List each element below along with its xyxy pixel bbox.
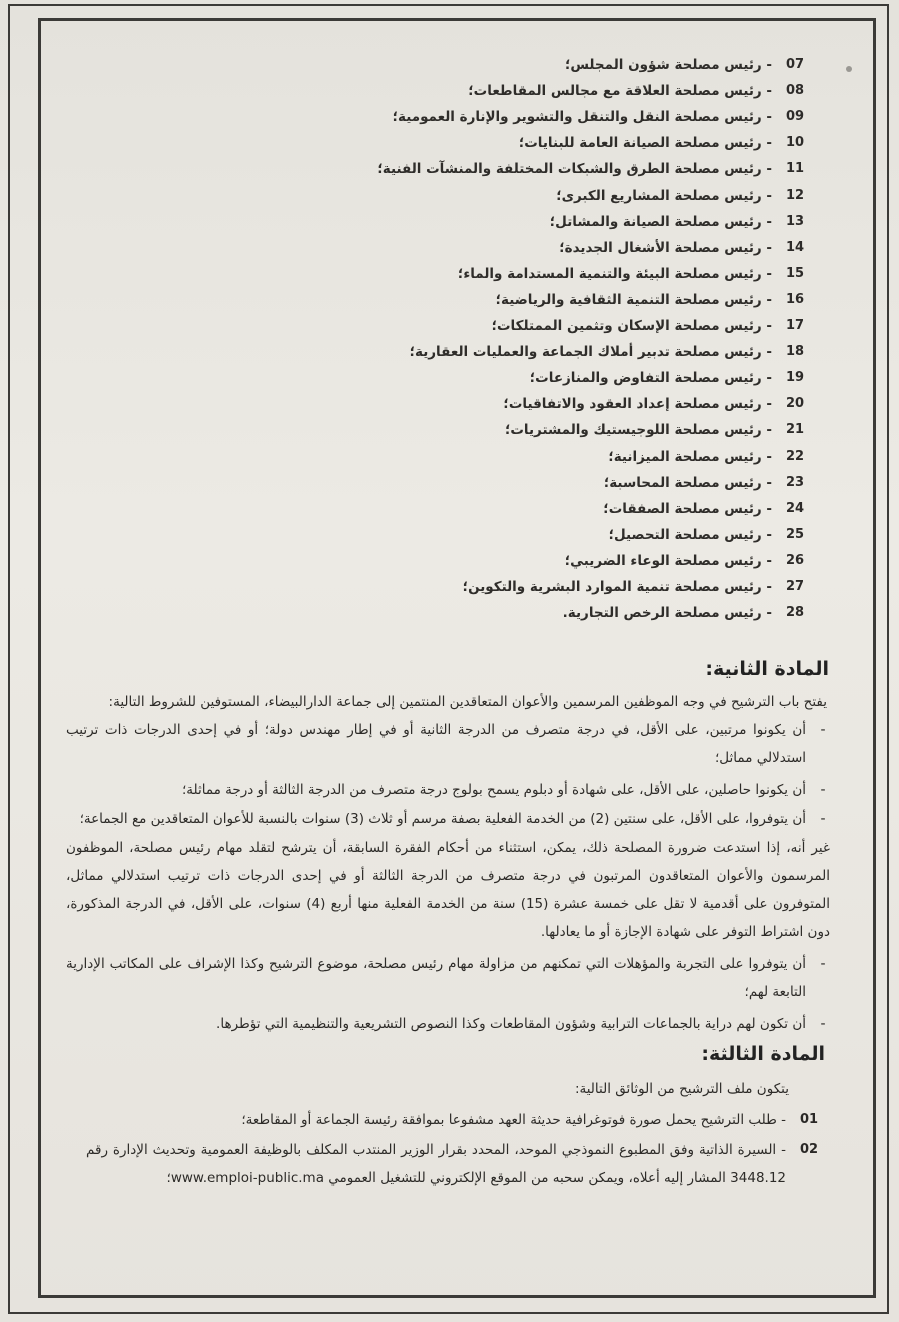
list-item-text: - رئيس مصلحة المحاسبة؛ xyxy=(603,474,772,491)
list-item xyxy=(100,391,820,417)
list-item-text: - رئيس مصلحة تنمية الموارد البشرية والتكوين؛ xyxy=(462,579,772,595)
condition-dash: - xyxy=(820,1016,826,1032)
list-item xyxy=(100,209,820,235)
list-item-number: 07 xyxy=(786,57,805,72)
condition-dash: - xyxy=(820,956,826,972)
list-item xyxy=(100,78,820,104)
list-item xyxy=(100,339,820,365)
list-item-number: 26 xyxy=(786,552,805,568)
list-item-text: - رئيس مصلحة الوعاء الضريبي؛ xyxy=(564,552,772,569)
list-item-number: 20 xyxy=(786,396,805,412)
article-3-heading: المادة الثالثة: xyxy=(701,1043,825,1065)
list-item xyxy=(100,600,820,626)
condition-text: غير أنه، إذا استدعت ضرورة المصلحة ذلك، يمكن، استثناء من أحكام الفقرة السابقة، أن يترشح لتقلد مهام رئيس مصلحة، الموظفون المرسمون والأعوان المتعاقدون المرتبون في درجة متصرف من الدرجة الثالثة أو في إحدى الدرجات ذات ترتيب استدلالي مماثل، المتوفرون على أقدمية لا تقل على خمسة عشرة (15) سنة من الخدمة الفعلية منها أربع (4) سنوات، على الأقل، في الدرجة المذكورة، دون اشتراط التوفر على شهادة الإجازة أو ما يعادلها. xyxy=(66,840,830,940)
list-item xyxy=(100,548,820,574)
article-2-heading: المادة الثانية: xyxy=(705,658,829,680)
list-item-text: - رئيس مصلحة الإسكان وتثمين الممتلكات؛ xyxy=(491,318,772,334)
list-item xyxy=(100,183,820,209)
list-item xyxy=(100,417,820,443)
list-item-text: - رئيس مصلحة اللوجيستيك والمشتريات؛ xyxy=(504,422,772,439)
list-item-number: 09 xyxy=(786,109,805,125)
article-2-intro: يفتح باب الترشيح في وجه الموظفين المرسمين والأعوان المتعاقدين المنتمين إلى جماعة الدارالبيضاء، المستوفين للشروط التالية: xyxy=(108,694,827,710)
list-item-text: - رئيس مصلحة الصفقات؛ xyxy=(603,500,772,517)
list-item-text: - رئيس مصلحة الميزانية؛ xyxy=(608,448,772,465)
list-item-number: 14 xyxy=(786,239,805,255)
condition-dash: - xyxy=(820,782,826,798)
list-item-text: - رئيس مصلحة النقل والتنقل والتشوير والإنارة العمومية؛ xyxy=(392,109,772,126)
list-item xyxy=(100,104,820,130)
list-item-number: 23 xyxy=(786,474,805,490)
list-item-number: 11 xyxy=(786,161,805,177)
list-item-number: 25 xyxy=(786,526,805,542)
list-item-number: 21 xyxy=(786,422,805,438)
list-item xyxy=(100,574,820,600)
list-item-text: - رئيس مصلحة الصيانة العامة للبنايات؛ xyxy=(518,135,772,152)
list-item xyxy=(100,156,820,182)
condition-text: أن يتوفروا، على الأقل، على سنتين (2) من الخدمة الفعلية بصفة مرسم أو ثلاث (3) سنوات بالنسبة للأعوان المتعاقدين مع الجماعة؛ xyxy=(79,811,806,827)
list-item-number: 18 xyxy=(786,344,805,360)
document-text: - طلب الترشيح يحمل صورة فوتوغرافية حديثة العهد مشفوعا بموافقة رئيسة الجماعة أو المقاطعة؛ xyxy=(241,1112,786,1128)
list-item-number: 17 xyxy=(786,318,805,333)
list-item-number: 19 xyxy=(786,370,805,386)
list-item-number: 12 xyxy=(786,187,805,203)
condition-text: أن يكونوا مرتبين، على الأقل، في درجة متصرف من الدرجة الثانية أو في إطار مهندس دولة؛ أو في إحدى الدرجات ذات ترتيب استدلالي مماثل؛ xyxy=(66,722,806,766)
list-item xyxy=(100,444,820,470)
list-item-text: - رئيس مصلحة إعداد العقود والاتفاقيات؛ xyxy=(503,396,772,413)
list-item-number: 27 xyxy=(786,579,805,594)
list-item-text: - رئيس مصلحة التفاوض والمنازعات؛ xyxy=(529,370,772,387)
list-item-text: - رئيس مصلحة التنمية الثقافية والرياضية؛ xyxy=(495,291,772,308)
list-item-number: 16 xyxy=(786,291,805,307)
list-item-text: - رئيس مصلحة الطرق والشبكات المختلفة والمنشآت الفنية؛ xyxy=(377,161,772,178)
list-item xyxy=(100,287,820,313)
list-item xyxy=(100,496,820,522)
list-item-number: 24 xyxy=(786,500,805,516)
list-item xyxy=(100,130,820,156)
condition-dash: - xyxy=(820,722,826,738)
list-item-text: - رئيس مصلحة الأشغال الجديدة؛ xyxy=(559,239,772,256)
list-item-number: 13 xyxy=(786,213,805,229)
list-item xyxy=(100,365,820,391)
document-text: - السيرة الذاتية وفق المطبوع النموذجي الموحد، المحدد بقرار الوزير المنتدب المكلف بالوظيفة العمومية وتحديث الإدارة رقم 3448.12 المشار إليه أعلاه، ويمكن سحبه من الموقع الإلكتروني للتشغيل العمومي www.emploi-public.ma؛ xyxy=(86,1142,786,1186)
condition-text: أن تكون لهم دراية بالجماعات الترابية وشؤون المقاطعات وكذا النصوص التشريعية والتنظيمية التي تؤطرها. xyxy=(216,1016,806,1032)
list-item-text: - رئيس مصلحة الصيانة والمشاتل؛ xyxy=(549,213,772,230)
list-item xyxy=(100,261,820,287)
document-number: 02 xyxy=(800,1142,819,1157)
list-item-number: 08 xyxy=(786,83,805,99)
list-item xyxy=(100,313,820,339)
list-item xyxy=(100,52,820,78)
list-item-text: - رئيس مصلحة تدبير أملاك الجماعة والعمليات العقارية؛ xyxy=(409,344,772,361)
list-item-text: - رئيس مصلحة البيئة والتنمية المستدامة والماء؛ xyxy=(457,265,772,282)
condition-dash: - xyxy=(820,811,826,827)
article-3-intro: يتكون ملف الترشيح من الوثائق التالية: xyxy=(574,1081,789,1097)
list-item-text: - رئيس مصلحة الرخص التجارية. xyxy=(562,605,772,622)
condition-text: أن يتوفروا على التجربة والمؤهلات التي تمكنهم من مزاولة مهام رئيس مصلحة، موضوع الترشيح وكذا الإشراف على المكاتب الإدارية التابعة لهم؛ xyxy=(66,956,806,1000)
list-item xyxy=(100,522,820,548)
list-item-number: 22 xyxy=(786,448,805,464)
list-item xyxy=(100,235,820,261)
list-item xyxy=(100,470,820,496)
list-item-number: 10 xyxy=(786,135,805,151)
list-item-text: - رئيس مصلحة العلاقة مع مجالس المقاطعات؛ xyxy=(468,83,772,100)
list-item-text: - رئيس مصلحة المشاريع الكبرى؛ xyxy=(556,187,772,204)
condition-text: أن يكونوا حاصلين، على الأقل، على شهادة أو دبلوم يسمح بولوج درجة متصرف من الدرجة الثالثة أو درجة مماثلة؛ xyxy=(181,782,806,798)
document-number: 01 xyxy=(800,1112,819,1127)
scan-mark xyxy=(846,66,852,72)
list-item-number: 15 xyxy=(786,265,805,281)
list-item-text: - رئيس مصلحة التحصيل؛ xyxy=(608,526,772,543)
list-item-number: 28 xyxy=(786,605,805,621)
list-item-text: - رئيس مصلحة شؤون المجلس؛ xyxy=(564,57,772,73)
